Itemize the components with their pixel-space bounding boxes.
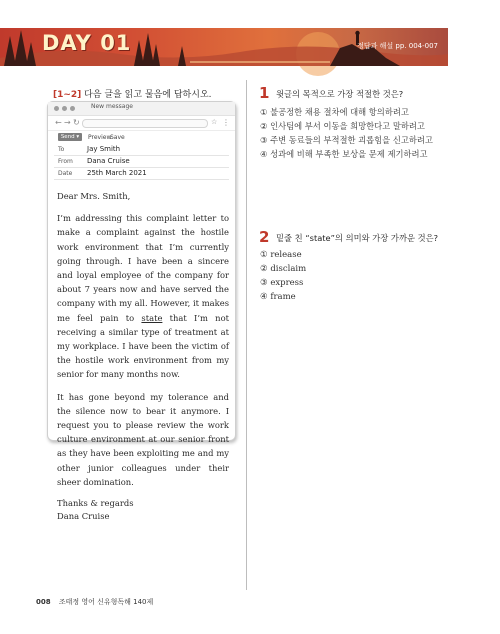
question-1-option-3[interactable]: ③ 주변 동료들의 부적절한 괴롭힘을 신고하려고	[260, 135, 433, 145]
window-minimize-dot[interactable]	[62, 106, 67, 111]
email-body	[57, 189, 229, 523]
answer-reference: 정답과 해설 pp. 004-007	[357, 42, 438, 50]
day-title: DAY 01	[42, 31, 132, 55]
send-button[interactable]: Send ▾	[58, 133, 82, 141]
salutation: Dear Mrs. Smith,	[57, 191, 131, 201]
question-2-option-4[interactable]: ④ frame	[260, 292, 296, 302]
question-2-text: 밑줄 친 “state”의 의미와 가장 가까운 것은?	[276, 233, 439, 243]
email-window	[47, 101, 236, 522]
date-label: Date	[58, 170, 73, 177]
window-close-dot[interactable]	[54, 106, 59, 111]
header-banner	[0, 28, 448, 66]
more-menu-icon[interactable]: ⋮	[222, 118, 230, 127]
page-footer	[36, 597, 153, 607]
book-title: 조태정 영어 신유형독해 140제	[58, 598, 154, 606]
preview-button[interactable]: Preview	[88, 134, 112, 141]
to-field-row	[54, 144, 229, 156]
column-divider	[246, 80, 247, 590]
closing: Thanks & regards	[57, 498, 134, 509]
instruction-text: 다음 글을 읽고 물음에 답하시오.	[84, 90, 212, 100]
send-label: Send	[60, 134, 75, 140]
from-field-row	[54, 156, 229, 168]
window-maximize-dot[interactable]	[70, 106, 75, 111]
back-arrow-icon[interactable]: ←	[55, 118, 62, 127]
signature: Dana Cruise	[57, 511, 110, 522]
question-1-option-1[interactable]: ① 불공정한 채용 절차에 대해 항의하려고	[260, 107, 409, 117]
question-1-number: 1	[259, 84, 270, 102]
window-title: New message	[91, 103, 133, 110]
refresh-icon[interactable]: ↻	[73, 118, 80, 127]
email-toolbar	[48, 131, 235, 144]
email-titlebar	[48, 102, 235, 116]
para1-text-before: I’m addressing this complaint letter to make a complaint against the hostile work environment that I’m currently going through. I have been a sincere and loyal employee of the company for about 7 years now and have served the company with my all. However, it makes me feel pain to	[57, 213, 229, 323]
browser-navbar	[48, 116, 235, 131]
question-1-option-2[interactable]: ② 인사팀에 부서 이동을 희망한다고 말하려고	[260, 121, 425, 131]
question-2-option-2[interactable]: ② disclaim	[260, 264, 307, 274]
address-bar[interactable]	[82, 119, 208, 128]
body-paragraph-1	[57, 211, 229, 381]
question-2-option-3[interactable]: ③ express	[260, 278, 304, 288]
page-number: 008	[36, 598, 51, 606]
question-1-text: 윗글의 목적으로 가장 적절한 것은?	[276, 89, 404, 99]
from-label: From	[58, 158, 73, 165]
question-2-number: 2	[259, 228, 270, 246]
question-range-tag: [1~2]	[53, 90, 82, 100]
underlined-word-state: state	[141, 312, 163, 323]
para1-text-after: that I’m not receiving a similar type of treatment at my workplace. I have been the victim of the hostile work environment from my senior for many months now.	[57, 312, 229, 380]
question-2-option-1[interactable]: ① release	[260, 250, 302, 260]
to-field[interactable]: Jay Smith	[87, 145, 121, 153]
to-label: To	[58, 146, 65, 153]
instruction-line	[53, 87, 212, 100]
star-icon[interactable]: ☆	[211, 118, 218, 126]
date-field-row	[54, 168, 229, 180]
body-paragraph-2: It has gone beyond my tolerance and the silence now to bear it anymore. I request you to please review the work culture environment at our senior front as they have been exploiting me and my other junior colleagues under their sheer domination.	[57, 391, 229, 487]
question-1-option-4[interactable]: ④ 성과에 비해 부족한 보상을 문제 제기하려고	[260, 149, 428, 159]
from-field[interactable]: Dana Cruise	[87, 157, 130, 165]
forward-arrow-icon[interactable]: →	[64, 118, 71, 127]
date-field[interactable]: 25th March 2021	[87, 169, 147, 177]
save-button[interactable]: Save	[110, 134, 125, 141]
